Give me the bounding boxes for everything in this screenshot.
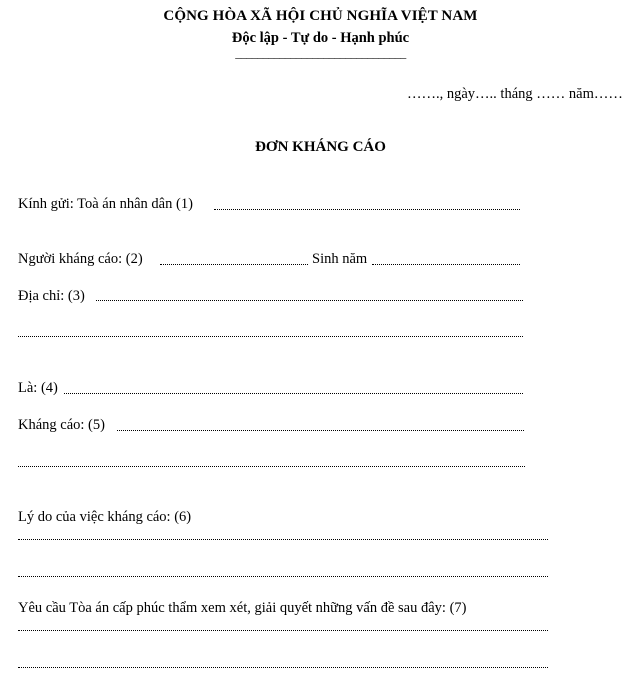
birth-year-fill-line[interactable] bbox=[372, 264, 520, 265]
address-fill-line[interactable] bbox=[96, 300, 523, 301]
document-title: ĐƠN KHÁNG CÁO bbox=[255, 139, 386, 155]
recipient-label: Kính gửi: Toà án nhân dân (1) bbox=[18, 196, 193, 212]
appeal-label: Kháng cáo: (5) bbox=[18, 417, 105, 433]
appeal-fill-line-2[interactable] bbox=[18, 466, 525, 467]
date-line: ……., ngày….. tháng …… năm…… bbox=[407, 86, 623, 102]
address-label: Địa chỉ: (3) bbox=[18, 288, 85, 304]
address-fill-line-2[interactable] bbox=[18, 336, 523, 337]
motto-heading: Độc lập - Tự do - Hạnh phúc bbox=[231, 30, 410, 46]
recipient-fill-line[interactable] bbox=[214, 209, 520, 210]
birth-year-label: Sinh năm bbox=[312, 251, 368, 267]
header-underline: _______________________________ bbox=[235, 46, 406, 60]
request-fill-line-2[interactable] bbox=[18, 667, 548, 668]
appeal-fill-line[interactable] bbox=[117, 430, 524, 431]
reason-fill-line-2[interactable] bbox=[18, 576, 548, 577]
reason-fill-line[interactable] bbox=[18, 539, 548, 540]
role-fill-line[interactable] bbox=[64, 393, 523, 394]
appellant-label: Người kháng cáo: (2) bbox=[18, 251, 143, 267]
nation-heading: CỘNG HÒA XÃ HỘI CHỦ NGHĨA VIỆT NAM bbox=[163, 8, 478, 24]
request-fill-line[interactable] bbox=[18, 630, 548, 631]
request-label: Yêu cầu Tòa án cấp phúc thẩm xem xét, giải quyết những vấn đề sau đây: (7) bbox=[18, 600, 467, 616]
role-label: Là: (4) bbox=[18, 380, 58, 396]
appellant-fill-line[interactable] bbox=[160, 264, 308, 265]
reason-label: Lý do của việc kháng cáo: (6) bbox=[18, 509, 192, 525]
